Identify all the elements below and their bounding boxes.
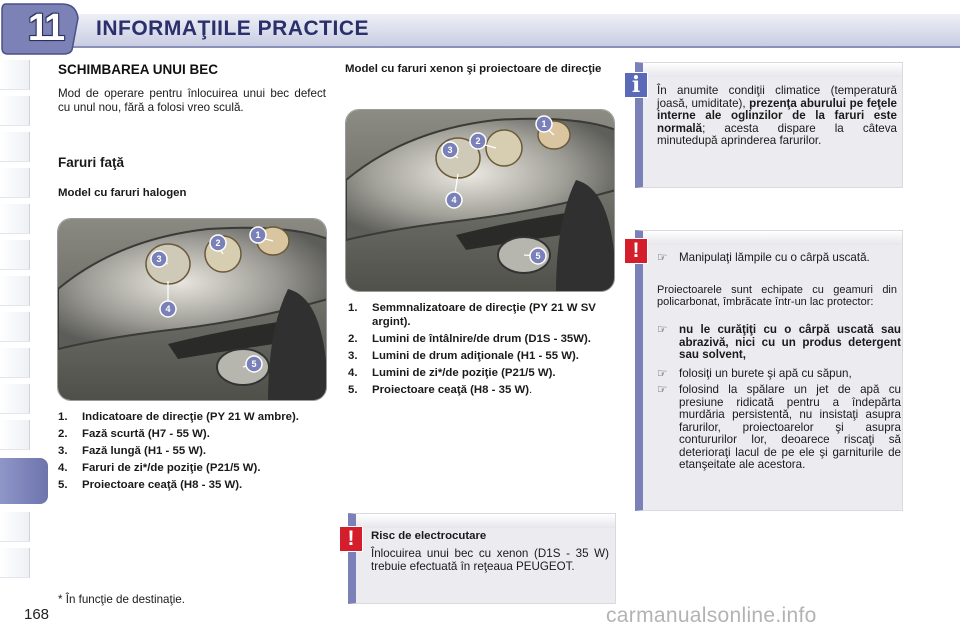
warning-icon: ! [624,238,648,264]
side-tab[interactable] [0,132,30,162]
side-tab[interactable] [0,60,30,90]
list-item: 4. Lumini de zi*/de poziţie (P21/5 W). [348,367,556,379]
info-note-text: În anumite condiţii climatice (temperatură joasă, umiditate), prezenţa aburului pe feţele interne ale oglinzilor de la faruri este normală; acesta dispare la câteva minutedupă aprinderea farurilor. [657,84,897,147]
list-item: 1. Semmnalizatoare de direcţie (PY 21 W SV argint). [348,302,596,328]
chapter-side-tabs [0,60,34,580]
callout-4: 4 [165,304,171,314]
watermark: carmanualsonline.info [606,604,817,627]
side-tab[interactable] [0,348,30,378]
list-item: 5. Proiectoare ceaţă (H8 - 35 W). [348,384,533,396]
list-item: 3. Fază lungă (H1 - 55 W). [58,445,207,457]
hand-pointer-icon: ☞ [657,383,668,396]
electrocution-title: Risc de electrocutare [371,530,487,542]
halogen-bulb-list [58,410,328,495]
electrocution-text: Înlocuirea unui bec cu xenon (D1S - 35 W) trebuie efectuată în reţeaua PEUGEOT. [371,547,609,573]
list-item: 2. Lumini de întâlnire/de drum (D1S - 35W). [348,333,591,345]
hand-pointer-icon: ☞ [657,323,668,336]
callout-4: 4 [451,195,457,205]
xenon-bulb-list [348,301,618,400]
callout-3: 3 [447,145,453,155]
list-item: 2. Fază scurtă (H7 - 55 W). [58,428,210,440]
callout-3: 3 [156,254,162,264]
side-tab[interactable] [0,96,30,126]
side-tab-active[interactable] [0,458,48,504]
warning-bullet-4: ☞ folosind la spălare un jet de apă cu presiune ridicată pentru a îndepărta murdăria persistentă, nu insistaţi asupra farurilor, proiectoarelor şi asupra contururilor lor, deoarece riscaţi să deterioraţi lacul de pe ele şi garniturile de etanşeitate ale acestora. [657,383,901,471]
hand-pointer-icon: ☞ [657,251,668,264]
side-tab[interactable] [0,384,30,414]
callout-1: 1 [255,230,261,240]
xenon-headlight-photo [345,109,615,292]
list-item: 3. Lumini de drum adiţionale (H1 - 55 W). [348,350,579,362]
section-heading: SCHIMBAREA UNUI BEC [58,62,219,77]
side-tab[interactable] [0,276,30,306]
page-number: 168 [24,606,50,623]
page-title: INFORMAŢIILE PRACTICE [96,17,369,40]
footnote: * În funcţie de destinaţie. [58,593,185,606]
halogen-model-heading: Model cu faruri halogen [58,187,187,199]
warning-bullet-3: ☞ folosiţi un burete şi apă cu săpun, [657,367,852,380]
hand-pointer-icon: ☞ [657,367,668,380]
side-tab[interactable] [0,512,30,542]
side-tab[interactable] [0,168,30,198]
warning-bullet-1: ☞ Manipulaţi lămpile cu o cârpă uscată. [657,251,870,264]
info-icon: i [624,72,648,98]
intro-text: Mod de operare pentru înlocuirea unui bec defect cu unul nou, fără a folosi vreo sculă. [58,87,326,114]
callout-2: 2 [215,238,221,248]
side-tab[interactable] [0,548,30,578]
list-item: 5. Proiectoare ceaţă (H8 - 35 W). [58,479,243,491]
halogen-headlight-photo [57,218,327,401]
callout-5: 5 [251,359,257,369]
side-tab[interactable] [0,240,30,270]
side-tab[interactable] [0,420,30,450]
callout-1: 1 [541,119,547,129]
front-lights-heading: Faruri faţă [58,155,125,170]
warning-paragraph: Proiectoarele sunt echipate cu geamuri din policarbonat, îmbrăcate într-un lac protector: [657,284,897,308]
list-item: 4. Faruri de zi*/de poziţie (P21/5 W). [58,462,261,474]
side-tab[interactable] [0,312,30,342]
callout-5: 5 [535,251,541,261]
callout-2: 2 [475,136,481,146]
warning-icon: ! [339,526,363,552]
chapter-number: 11 [27,6,63,49]
side-tab[interactable] [0,204,30,234]
xenon-model-heading: Model cu faruri xenon şi proiectoare de direcţie [345,63,602,75]
warning-bullet-2: ☞ nu le curăţiţi cu o cârpă uscată sau abrazivă, nici cu un produs detergent sau solvent, [657,323,901,361]
list-item: 1. Indicatoare de direcţie (PY 21 W ambre). [58,411,299,423]
